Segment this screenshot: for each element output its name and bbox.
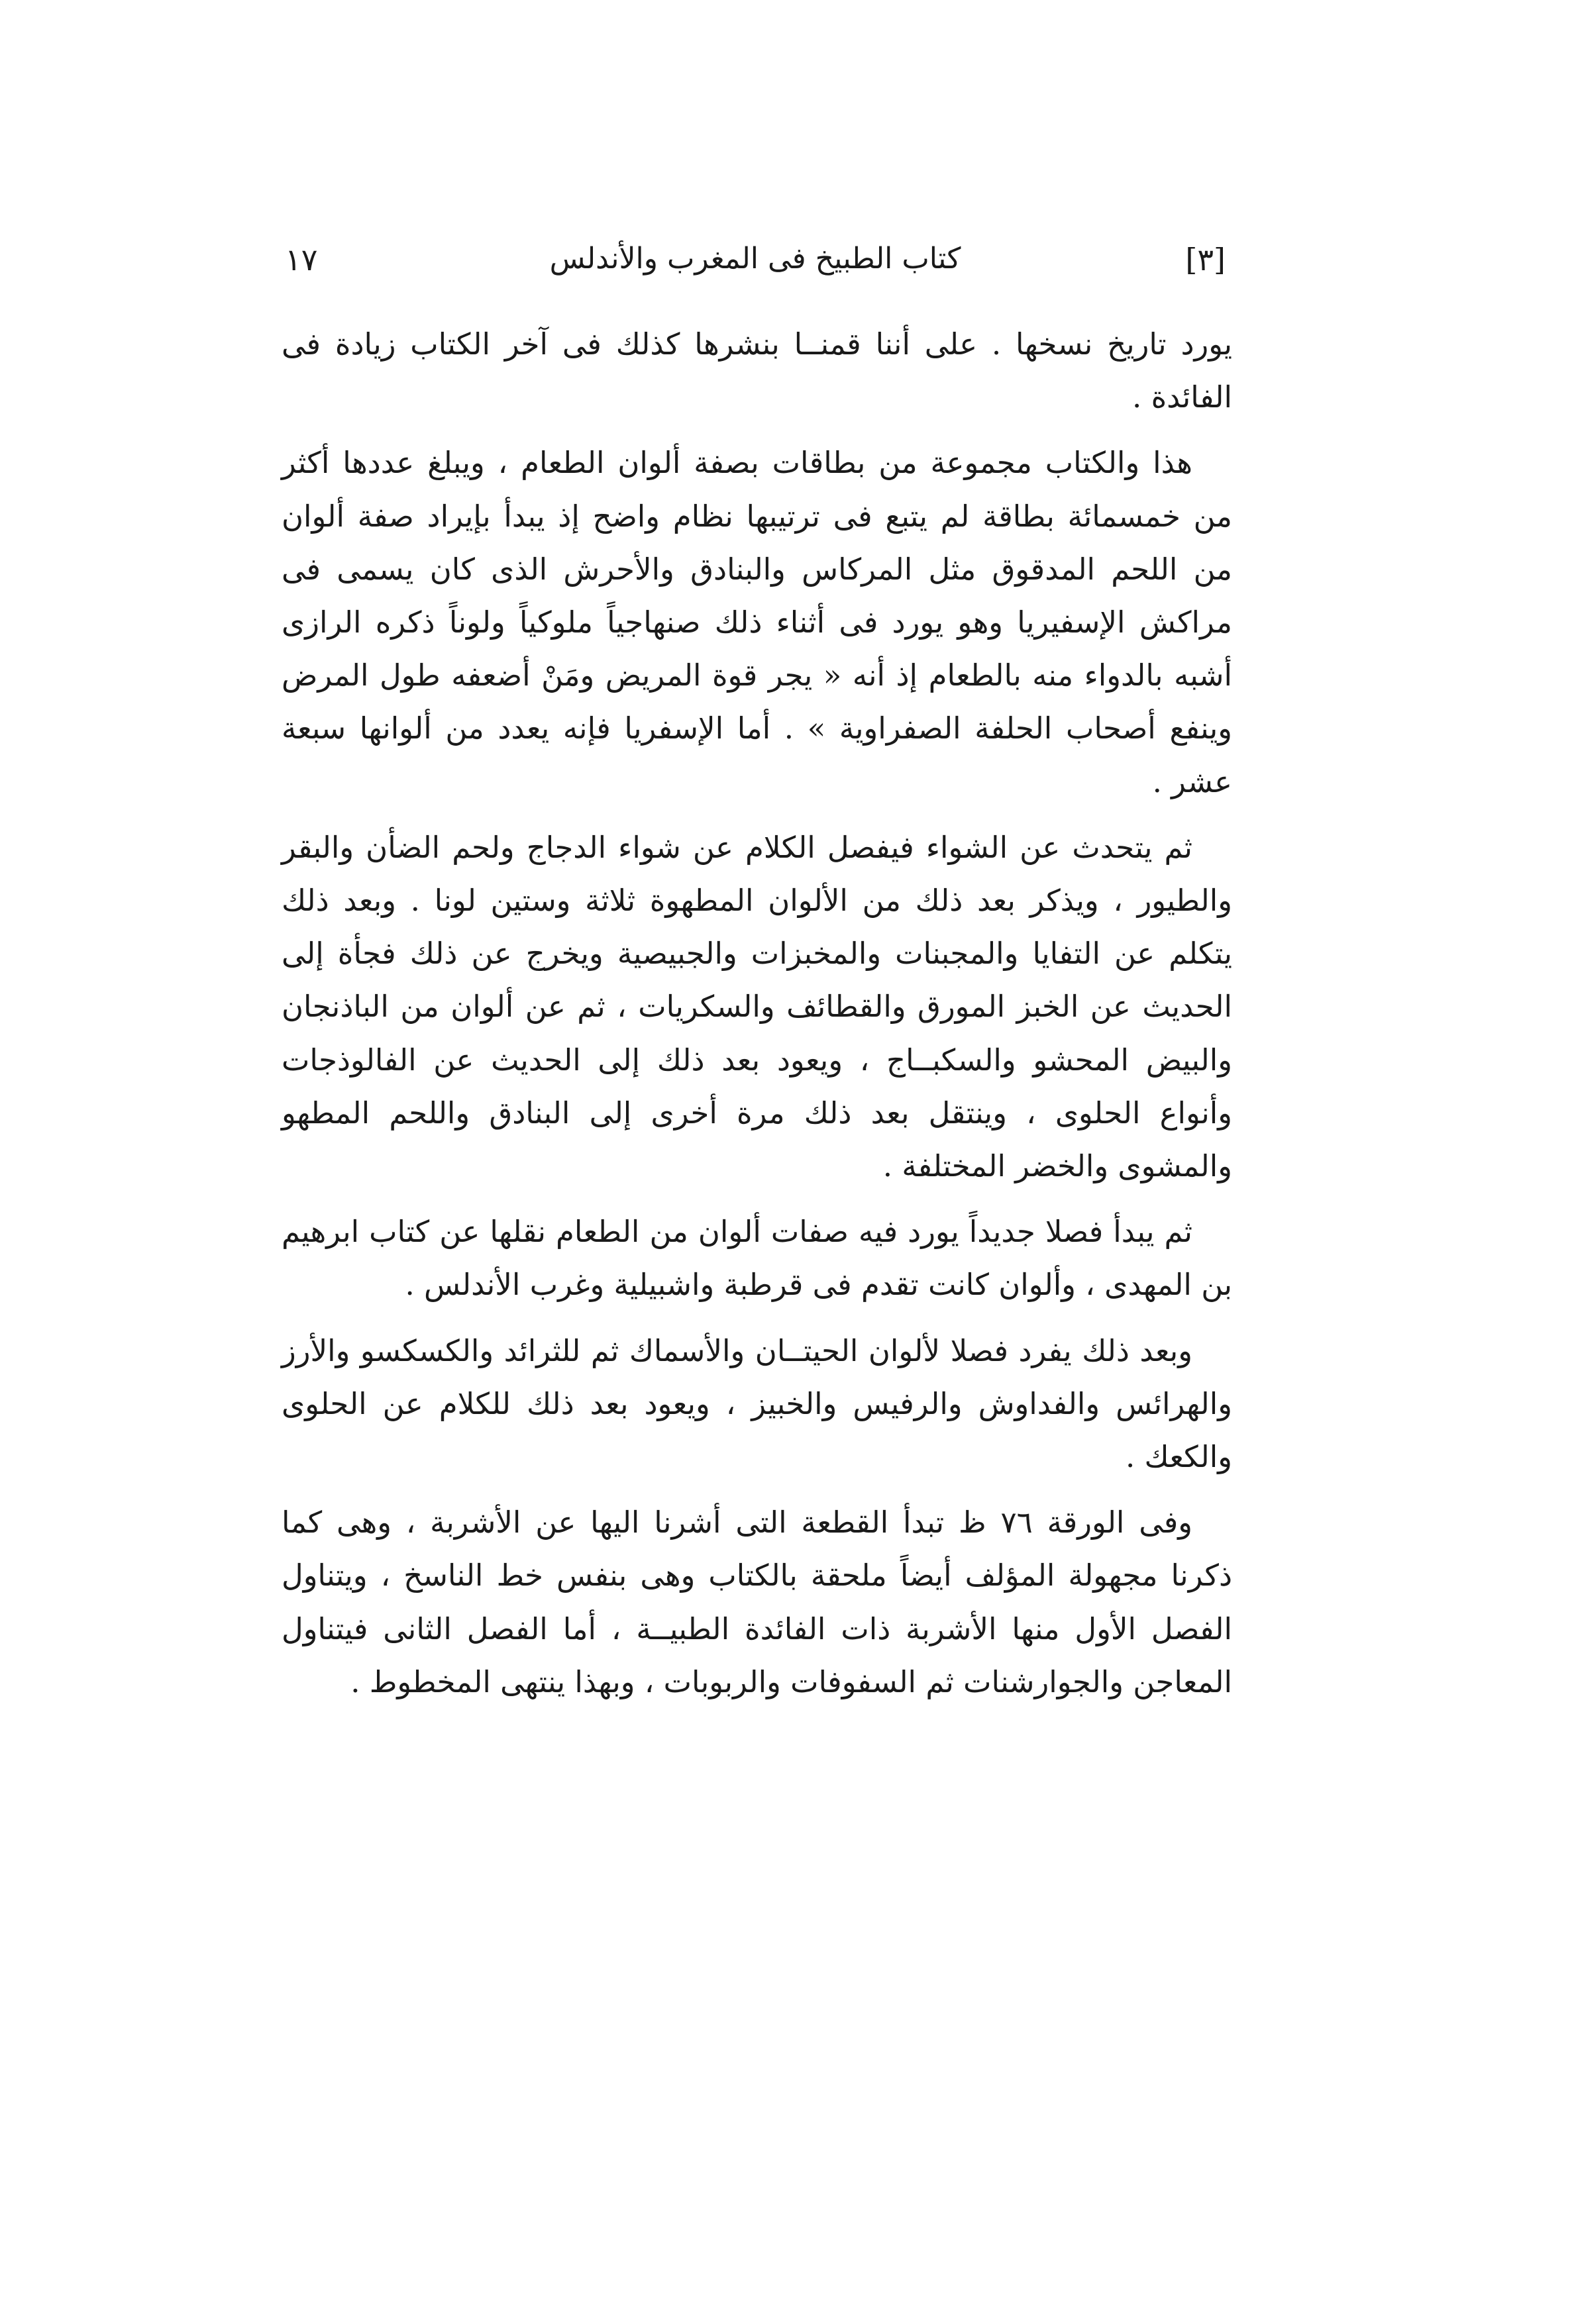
- paragraph-3: ثم يتحدث عن الشواء فيفصل الكلام عن شواء الدجاج ولحم الضأن والبقر والطيور ، ويذكر بعد ذلك من الألوان المطهوة ثلاثة وستين لونا . وبعد ذلك يتكلم عن التفايا والمجبنات والمخبزات والجبيصية ويخرج عن ذلك فجأة إلى الحديث عن الخبز المورق والقطائف والسكريات ، ثم عن ألوان من الباذنجان والبيض المحشو والسكبــاج ، ويعود بعد ذلك إلى الحديث عن الفالوذجات وأنواع الحلوى ، وينتقل بعد ذلك مرة أخرى إلى البنادق واللحم المطهو والمشوى والخضر المختلفة .: [282, 829, 1232, 1184]
- page-number: ١٧: [285, 242, 318, 278]
- paragraph-6: وفى الورقة ٧٦ ظ تبدأ القطعة التى أشرنا اليها عن الأشربة ، وهى كما ذكرنا مجهولة المؤلف أيضاً ملحقة بالكتاب وهى بنفس خط الناسخ ، ويتناول الفصل الأول منها الأشربة ذات الفائدة الطبيــة ، أما الفصل الثانى فيتناول المعاجن والجوارشنات ثم السفوفات والربوبات ، وبهذا ينتهى المخطوط .: [282, 1505, 1232, 1699]
- paragraph-1: يورد تاريخ نسخها . على أننا قمنــا بنشرها كذلك فى آخر الكتاب زيادة فى الفائدة .: [282, 327, 1232, 415]
- paragraph-2: هذا والكتاب مجموعة من بطاقات بصفة ألوان الطعام ، ويبلغ عددها أكثر من خمسمائة بطاقة لم يتبع فى ترتيبها نظام واضح إذ يبدأ بإيراد صفة ألوان من اللحم المدقوق مثل المركاس والبنادق والأحرش الذى كان يسمى فى مراكش الإسفيريا وهو يورد فى أثناء ذلك صنهاجياً ملوكياً ولوناً ذكره الرازى أشبه بالدواء منه بالطعام إذ أنه « يجر قوة المريض ومَنْ أضعفه طول المرض وينفع أصحاب الحلفة الصفراوية » . أما الإسفريا فإنه يعدد من ألوانها سبعة عشر .: [282, 445, 1232, 799]
- page-header: [285, 242, 1226, 295]
- body-text: [282, 318, 1232, 1721]
- section-number: [٣]: [1185, 242, 1226, 278]
- running-title: كتاب الطبيخ فى المغرب والأندلس: [549, 242, 961, 276]
- paragraph-5: وبعد ذلك يفرد فصلا لألوان الحيتــان والأسماك ثم للثرائد والكسكسو والأرز والهرائس والفداوش والرفيس والخبيز ، ويعود بعد ذلك للكلام عن الحلوى والكعك .: [282, 1333, 1232, 1475]
- paragraph-4: ثم يبدأ فصلا جديداً يورد فيه صفات ألوان من الطعام نقلها عن كتاب ابرهيم بن المهدى ، وألوان كانت تقدم فى قرطبة واشبيلية وغرب الأندلس .: [282, 1214, 1232, 1303]
